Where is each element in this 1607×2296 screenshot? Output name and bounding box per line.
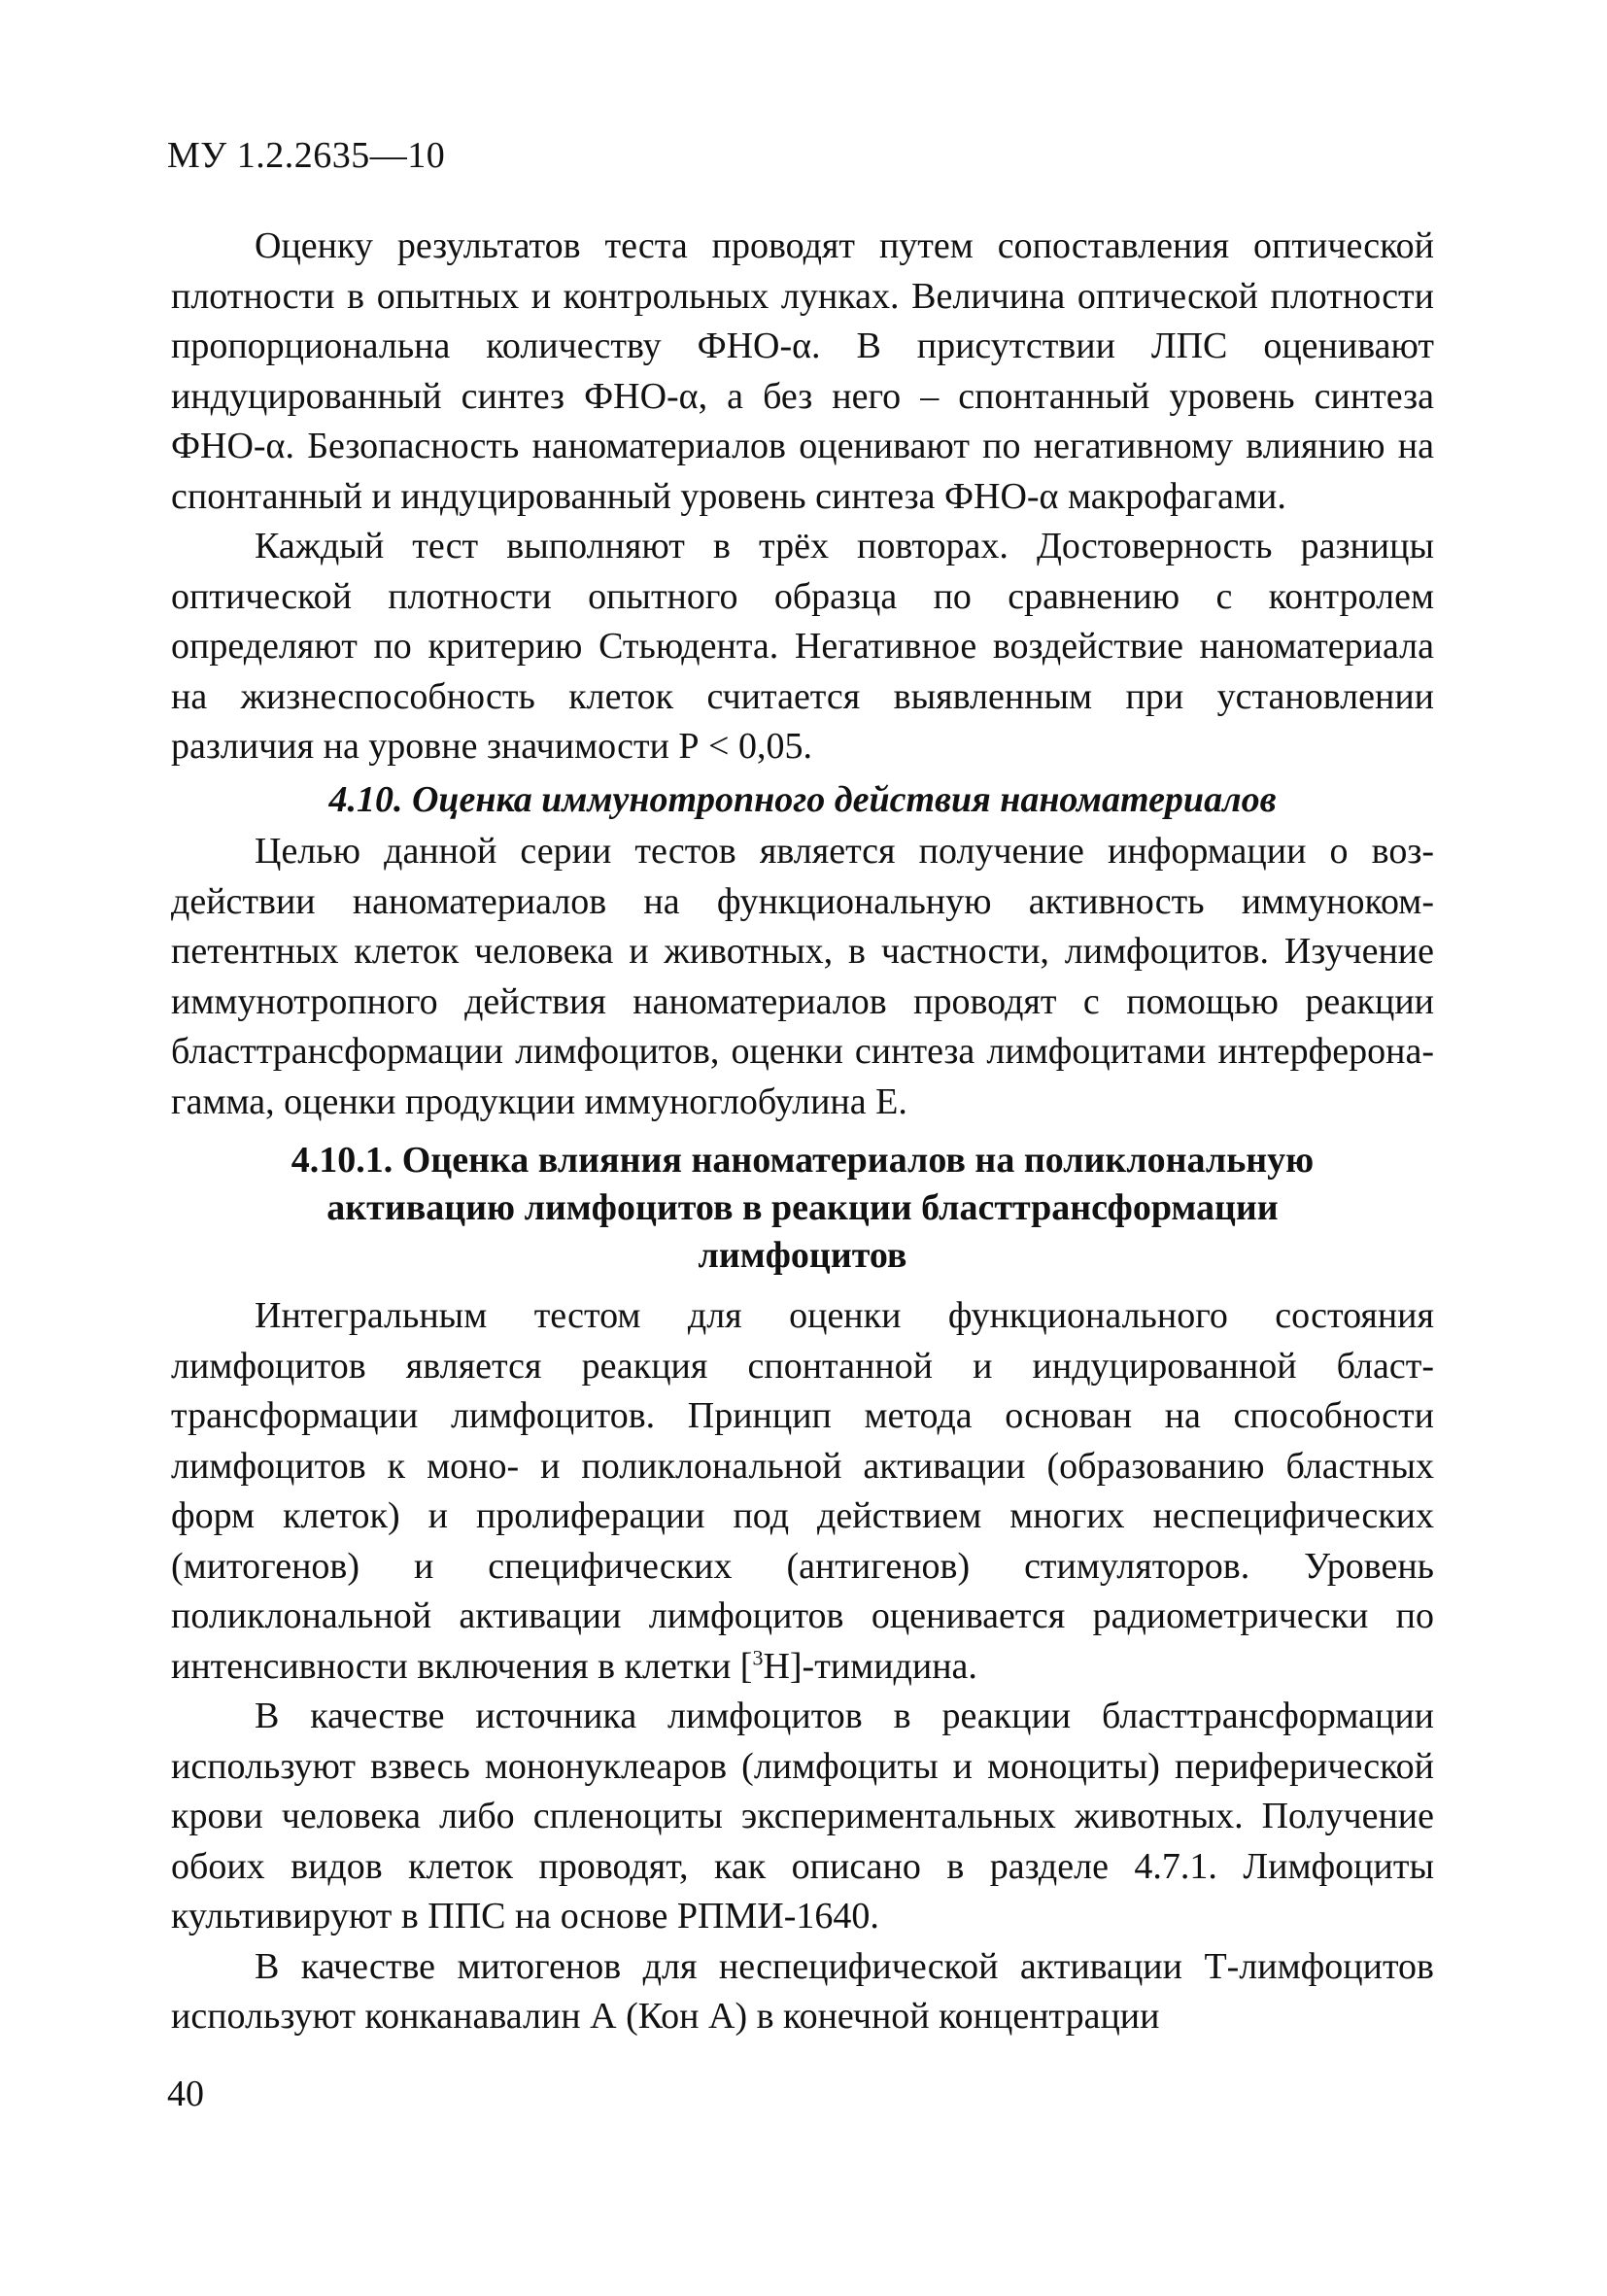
paragraph-test-repeats: Каждый тест выполняют в трёх повторах. Достоверность разницы оптической плотности опытного образца по сравнению с контролем определяют по критерию Стьюдента. Негативное воздействие наноматериала на жизнеспособность клеток считается выявленным при установлении различия на уровне значимости Р < 0,05. [171, 526, 1434, 767]
paragraph-results-evaluation: Оценку результатов теста проводят путем сопоставления оптической плотности в опытных и контрольных лунках. Величина оптической плотности пропорциональна количеству ФНО-α. В присутствии ЛПС оценивают индуцированный синтез ФНО-α, а без него – спонтанный уровень синтеза ФНО-α. Безопасность наноматериалов оценивают по негативному влиянию на спонтанный и индуцированный уровень синтеза ФНО-α макрофагами. [171, 225, 1434, 517]
tritium-superscript: 3 [752, 1644, 764, 1669]
paragraph-section-purpose: Целью данной серии тестов является получение информации о воздействии наноматериалов на функциональную активность иммунокомпетентных клеток человека и животных, в частности, лимфоцитов. Изучение иммунотропного действия наноматериалов проводят с помощью реакции бласттрансформации лимфоцитов, оценки синтеза лимфоцитами интерферона-гамма, оценки продукции иммуноглобулина Е. [171, 831, 1434, 1122]
section-heading-4-10: 4.10. Оценка иммунотропного действия наноматериалов [328, 778, 1277, 820]
running-header: МУ 1.2.2635—10 [167, 135, 446, 176]
paragraph-lymphocyte-source: В качестве источника лимфоцитов в реакции бласттрансформации используют взвесь мононуклеаров (лимфоциты и моноциты) периферической крови человека либо спленоциты экспериментальных животных. Получение обоих видов клеток проводят, как описано в разделе 4.7.1. Лимфоциты культивируют в ППС на основе РПМИ-1640. [171, 1696, 1434, 1936]
page-body [171, 222, 1434, 2042]
page-number: 40 [167, 2073, 204, 2114]
paragraph-integral-test [171, 1291, 1434, 1692]
paragraph-mitogens: В качестве митогенов для неспецифической активации Т-лимфоцитов используют конканавалин А (Кон А) в конечной концентрации [171, 1945, 1434, 2037]
paragraph-integral-test-end: Н]-тимидина. [763, 1645, 977, 1687]
heading-line-1: 4.10.1. Оценка влияния наноматериалов на поликлональную [291, 1140, 1315, 1181]
section-heading-4-10-1 [171, 1137, 1434, 1280]
paragraph-integral-test-text: Интегральным тестом для оценки функционального состояния лимфоцитов является реакция спонтанной и индуцированной бласттрансформации лимфоцитов. Принцип метода основан на способности лимфоцитов к моно- и поликлональной активации (образованию бластных форм клеток) и пролиферации под действием многих неспецифических (митогенов) и специфических (антигенов) стимуляторов. Уровень поликлональной активации лимфоцитов оценивается радиометрически по интенсивности включения в клетки [ [171, 1295, 1434, 1687]
heading-line-3: лимфоцитов [698, 1235, 907, 1276]
heading-line-2: активацию лимфоцитов в реакции бласттрансформации [326, 1187, 1279, 1228]
